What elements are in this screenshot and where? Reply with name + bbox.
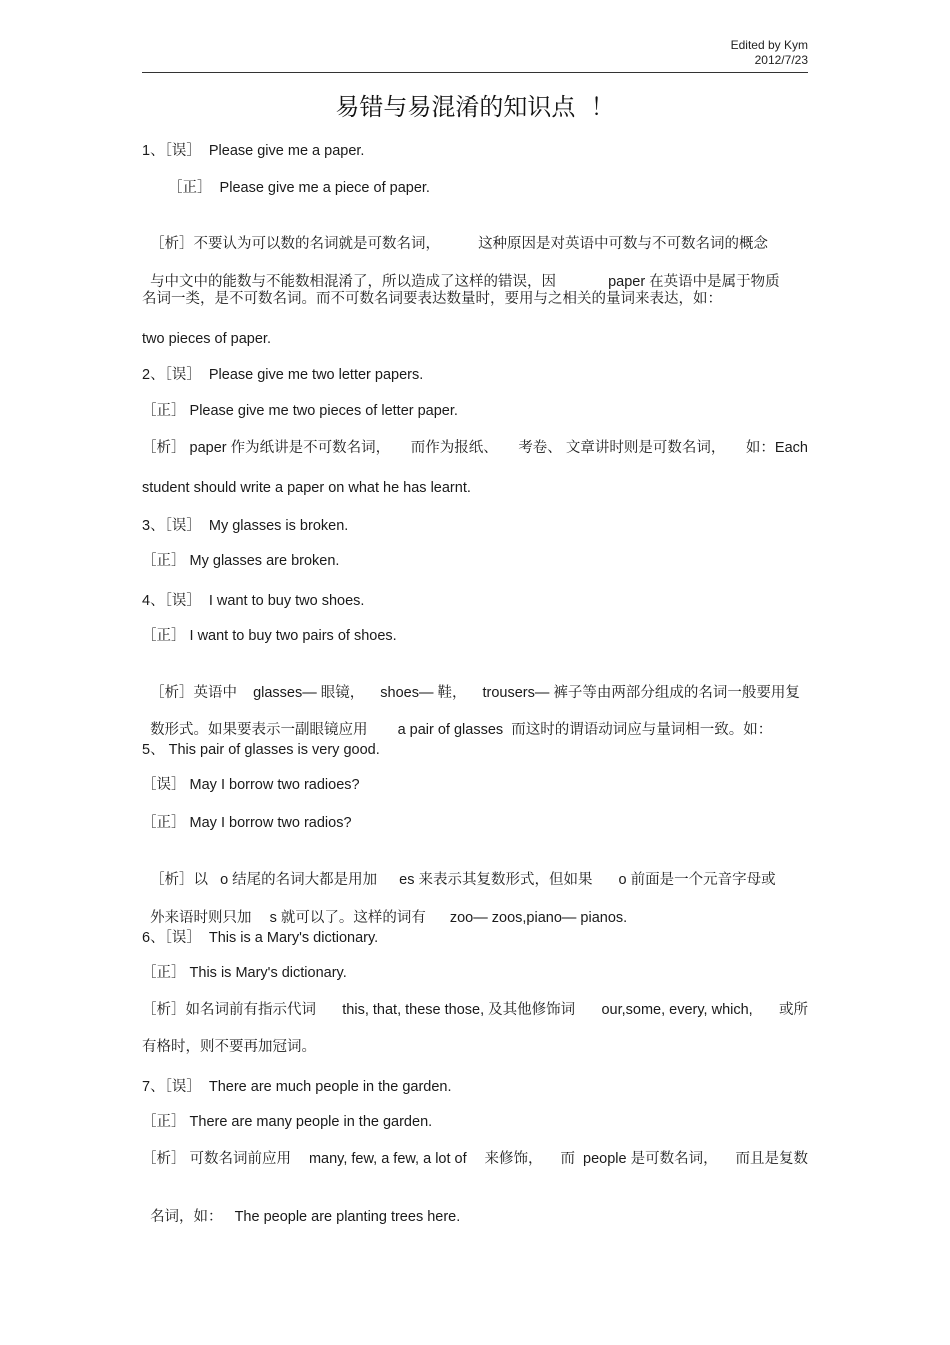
header-divider xyxy=(142,72,808,73)
analysis-text: ［析］ 可数名词前应用 xyxy=(142,1151,292,1167)
analysis-text: ［析］以 xyxy=(150,872,209,888)
analysis-text: 名词，如： xyxy=(150,1209,223,1225)
analysis-text: shoes— 鞋， xyxy=(380,685,467,701)
analysis-text: ［析］如名词前有指示代词 xyxy=(142,1002,316,1018)
analysis-text: 考卷、 文章讲时则是可数名词， xyxy=(518,440,726,456)
item-5-analysis-line-2 xyxy=(142,888,627,928)
item-6-wrong: 6、［误］ This is a Mary's dictionary. xyxy=(142,930,379,946)
item-3-wrong: 3、［误］ My glasses is broken. xyxy=(142,518,349,534)
page-title: 易错与易混淆的知识点 ！ xyxy=(335,93,615,121)
item-7-analysis-line-1 xyxy=(142,1149,808,1169)
item-4-analysis-line-2 xyxy=(142,700,772,740)
item-1-wrong: 1、［误］ Please give me a paper. xyxy=(142,143,365,159)
analysis-text: 数形式。如果要表示一副眼镜应用 xyxy=(150,722,368,738)
analysis-text: s 就可以了。这样的词有 xyxy=(269,910,426,926)
item-1-analysis-line-2 xyxy=(142,252,780,292)
item-4-analysis-line-1 xyxy=(142,663,800,703)
analysis-text: 这种原因是对英语中可数与不可数名词的概念 xyxy=(478,236,769,252)
analysis-text: paper 在英语中是属于物质 xyxy=(608,274,780,290)
analysis-text: o 结尾的名词大都是用加 xyxy=(220,872,378,888)
analysis-text: ［析］英语中 xyxy=(150,685,238,701)
analysis-text: 而 people 是可数名词， xyxy=(560,1151,718,1167)
analysis-text: trousers— 裤子等由两部分组成的名词一般要用复 xyxy=(482,685,800,701)
analysis-text: 如：Each xyxy=(745,440,808,456)
item-4-wrong: 4、［误］ I want to buy two shoes. xyxy=(142,593,365,609)
analysis-text: zoo— zoos,piano— pianos. xyxy=(449,910,628,926)
item-7-analysis-line-2 xyxy=(142,1187,460,1227)
analysis-text: this, that, these those, 及其他修饰词 xyxy=(342,1002,576,1018)
item-2-wrong: 2、［误］ Please give me two letter papers. xyxy=(142,367,424,383)
analysis-text: 而作为报纸、 xyxy=(410,440,498,456)
analysis-text: 来修饰， xyxy=(484,1151,543,1167)
edit-date: 2012/7/23 xyxy=(754,53,808,67)
analysis-text: es 来表示其复数形式，但如果 xyxy=(399,872,593,888)
analysis-text: 而且是复数 xyxy=(735,1151,808,1167)
item-7-correct: ［正］ There are many people in the garden. xyxy=(142,1114,433,1130)
analysis-text: The people are planting trees here. xyxy=(234,1209,461,1225)
item-3-correct: ［正］ My glasses are broken. xyxy=(142,553,340,569)
item-1-analysis-line-3: 名词一类，是不可数名词。而不可数名词要表达数量时，要用与之相关的量词来表达，如： xyxy=(142,291,722,307)
analysis-text: 与中文中的能数与不能数相混淆了，所以造成了这样的错误，因 xyxy=(150,274,557,290)
document-header-meta xyxy=(731,38,808,68)
item-6-analysis-line-2: 有格时，则不要再加冠词。 xyxy=(142,1039,316,1055)
item-6-correct: ［正］ This is Mary's dictionary. xyxy=(142,965,347,981)
item-1-analysis-line-4: two pieces of paper. xyxy=(142,331,271,347)
item-1-correct: ［正］ Please give me a piece of paper. xyxy=(168,180,430,196)
item-5-wrong: ［误］ May I borrow two radioes? xyxy=(142,777,360,793)
item-6-analysis-line-1 xyxy=(142,1000,808,1020)
item-2-analysis-line-1 xyxy=(142,438,808,458)
editor-label: Edited by Kym xyxy=(730,38,808,52)
analysis-text: a pair of glasses 而这时的谓语动词应与量词相一致。如： xyxy=(397,722,773,738)
analysis-text: many, few, a few, a lot of xyxy=(308,1151,467,1167)
item-2-analysis-line-2: student should write a paper on what he has learnt. xyxy=(142,480,471,496)
item-4-correct: ［正］ I want to buy two pairs of shoes. xyxy=(142,628,397,644)
item-5-correct: ［正］ May I borrow two radios? xyxy=(142,815,352,831)
analysis-text: o 前面是一个元音字母或 xyxy=(618,872,776,888)
analysis-text: 或所 xyxy=(779,1002,808,1018)
analysis-text: 外来语时则只加 xyxy=(150,910,252,926)
analysis-text: ［析］ paper 作为纸讲是不可数名词， xyxy=(142,440,391,456)
item-1-analysis-line-1 xyxy=(142,214,768,254)
analysis-text: our,some, every, which, xyxy=(601,1002,753,1018)
item-5-example: 5、 This pair of glasses is very good. xyxy=(142,742,380,758)
item-2-correct: ［正］ Please give me two pieces of letter paper. xyxy=(142,403,458,419)
item-5-analysis-line-1 xyxy=(142,850,776,890)
analysis-text: ［析］不要认为可以数的名词就是可数名词， xyxy=(150,236,441,252)
item-7-wrong: 7、［误］ There are much people in the garden. xyxy=(142,1079,452,1095)
analysis-text: glasses— 眼镜， xyxy=(253,685,365,701)
